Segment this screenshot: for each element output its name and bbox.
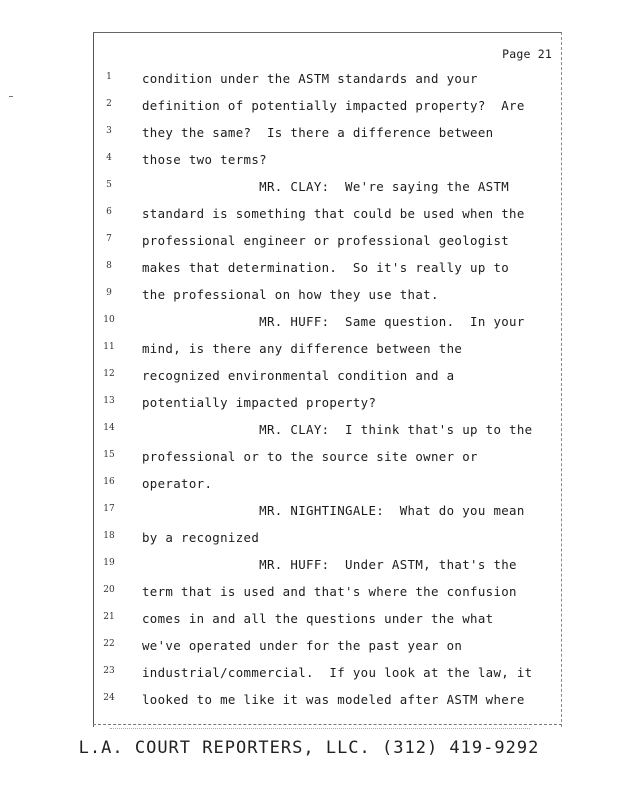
line-text: MR. HUFF: Under ASTM, that's the [142,557,517,572]
line-number: 14 [103,423,115,433]
line-text: mind, is there any difference between the [142,341,463,356]
line-number: 22 [103,639,115,649]
line-text: the professional on how they use that. [142,287,439,302]
transcript-line [0,179,618,209]
line-text: looked to me like it was modeled after ASTM where [142,692,525,707]
transcript-line [0,125,618,155]
transcript-line [0,206,618,236]
line-number: 7 [106,234,112,244]
line-number: 2 [106,99,112,109]
line-number: 11 [103,342,115,352]
line-text: industrial/commercial. If you look at the law, it [142,665,533,680]
line-text: potentially impacted property? [142,395,377,410]
line-text: MR. CLAY: I think that's up to the [142,422,533,437]
transcript-line [0,503,618,533]
line-text: standard is something that could be used when the [142,206,525,221]
line-number: 21 [103,612,115,622]
line-number: 16 [103,477,115,487]
line-number: 12 [103,369,115,379]
line-number: 5 [106,180,112,190]
transcript-line [0,530,618,560]
transcript-line [0,638,618,668]
transcript-line [0,71,618,101]
bottom-rule [93,724,562,725]
line-number: 10 [103,315,115,325]
line-text: comes in and all the questions under the what [142,611,494,626]
line-number: 9 [106,288,112,298]
transcript-line [0,287,618,317]
line-number: 20 [103,585,115,595]
line-number: 19 [103,558,115,568]
line-text: MR. HUFF: Same question. In your [142,314,525,329]
transcript-line [0,368,618,398]
line-text: by a recognized [142,530,260,545]
transcript-line [0,341,618,371]
line-number: 13 [103,396,115,406]
line-text: term that is used and that's where the confusion [142,584,517,599]
line-number: 6 [106,207,112,217]
transcript-line [0,98,618,128]
transcript-line [0,611,618,641]
transcript-line [0,152,618,182]
line-text: definition of potentially impacted property? Are [142,98,525,113]
line-number: 1 [106,72,112,82]
line-text: condition under the ASTM standards and your [142,71,478,86]
transcript-line [0,449,618,479]
line-text: professional engineer or professional geologist [142,233,510,248]
transcript-line [0,422,618,452]
transcript-line [0,260,618,290]
transcript-line [0,557,618,587]
transcript-line [0,584,618,614]
line-text: we've operated under for the past year on [142,638,463,653]
line-number: 18 [103,531,115,541]
transcript-line [0,314,618,344]
line-text: those two terms? [142,152,267,167]
transcript-line [0,665,618,695]
line-number: 23 [103,666,115,676]
line-number: 3 [106,126,112,136]
line-text: MR. NIGHTINGALE: What do you mean [142,503,525,518]
transcript-line [0,692,618,722]
line-number: 15 [103,450,115,460]
transcript-line [0,476,618,506]
reporter-footer: L.A. COURT REPORTERS, LLC. (312) 419-9292 [78,738,540,758]
line-text: operator. [142,476,213,491]
line-text: they the same? Is there a difference between [142,125,494,140]
line-number: 8 [106,261,112,271]
bottom-rule-dotted [110,728,530,729]
line-number: 4 [106,153,112,163]
transcript-line [0,395,618,425]
transcript-line [0,233,618,263]
line-text: professional or to the source site owner or [142,449,478,464]
line-number: 24 [103,693,115,703]
page-number: Page 21 [502,47,552,61]
line-number: 17 [103,504,115,514]
line-text: MR. CLAY: We're saying the ASTM [142,179,510,194]
line-text: recognized environmental condition and a [142,368,455,383]
line-text: makes that determination. So it's really up to [142,260,510,275]
